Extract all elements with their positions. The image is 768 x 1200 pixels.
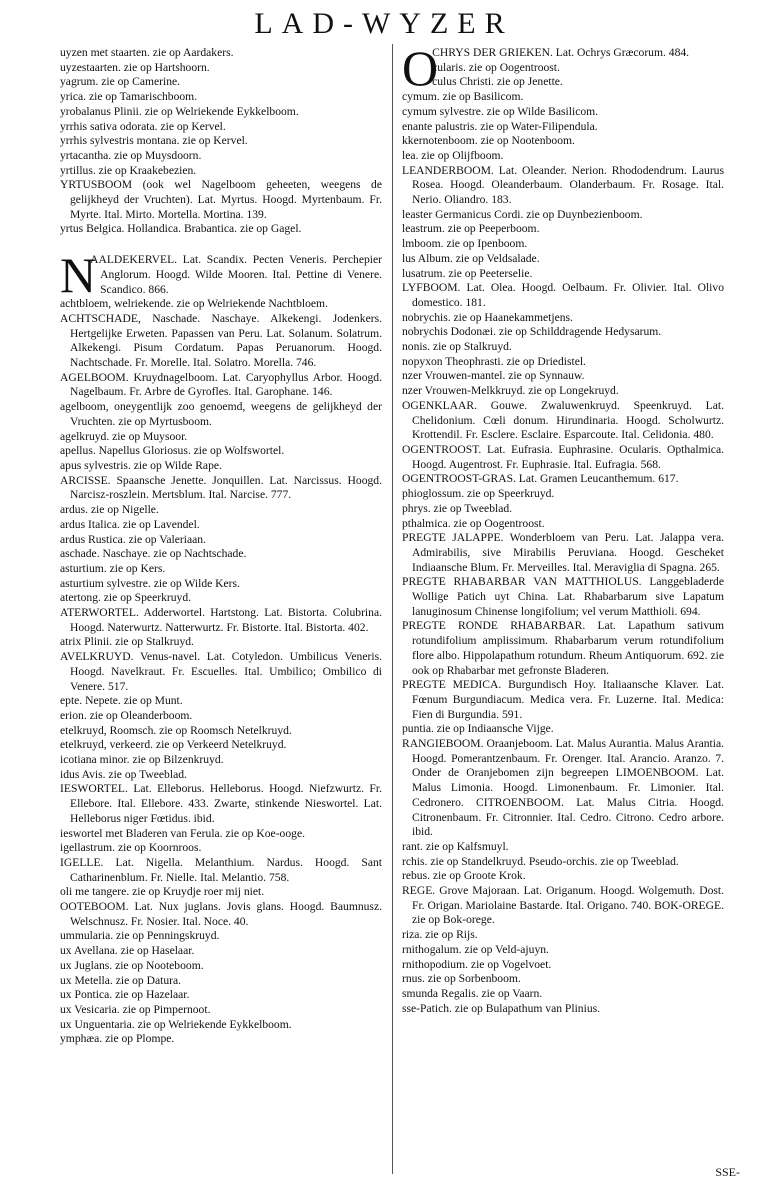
index-entry: nopyxon Theophrasti. zie op Driedistel. bbox=[402, 354, 586, 368]
index-entry: LYFBOOM. Lat. Olea. Hoogd. Oelbaum. Fr. Olivier. Ital. Olivo domestico. 181. bbox=[402, 281, 724, 309]
index-entry: yrica. zie op Tamarischboom. bbox=[60, 90, 198, 104]
index-entry: cymum. zie op Basilicom. bbox=[402, 90, 524, 104]
index-entry: riza. zie op Rijs. bbox=[402, 928, 478, 942]
index-entry: rnus. zie op Sorbenboom. bbox=[402, 972, 521, 986]
index-entry: icotiana minor. zie op Bilzenkruyd. bbox=[60, 753, 224, 767]
index-entry: YRTUSBOOM (ook wel Nagelboom geheeten, weegens de gelijkheyd der Vruchten). Lat. Myrtus. Hoogd. Myrtenbaum. Fr. Myrte. Ital. Mirto. Mortella. Mortina. 139. bbox=[60, 178, 382, 221]
index-entry: rant. zie op Kalfsmuyl. bbox=[402, 839, 509, 853]
index-entry: ux Pontica. zie op Hazelaar. bbox=[60, 988, 190, 1002]
index-entry: ardus Rustica. zie op Valeriaan. bbox=[60, 532, 206, 546]
index-entry: nzer Vrouwen-mantel. zie op Synnauw. bbox=[402, 369, 585, 383]
index-entry: yrtillus. zie op Kraakebezien. bbox=[60, 163, 197, 177]
index-entry: rchis. zie op Standelkruyd. Pseudo-orchis. zie op Tweeblad. bbox=[402, 854, 679, 868]
index-entry: rebus. zie op Groote Krok. bbox=[402, 869, 526, 883]
index-entry: ux Juglans. zie op Nooteboom. bbox=[60, 958, 204, 972]
index-entry: uyzen met staarten. zie op Aardakers. bbox=[60, 46, 234, 59]
index-entry: asturtium sylvestre. zie op Wilde Kers. bbox=[60, 576, 240, 590]
index-entry: phrys. zie op Tweeblad. bbox=[402, 501, 513, 515]
index-entry: ux Unguentaria. zie op Welriekende Eykkelboom. bbox=[60, 1017, 292, 1031]
index-entry: lusatrum. zie op Peeterselie. bbox=[402, 266, 533, 280]
index-entry: leaster Germanicus Cordi. zie op Duynbezienboom. bbox=[402, 207, 643, 221]
index-entry: yrtus Belgica. Hollandica. Brabantica. zie op Gagel. bbox=[60, 222, 302, 236]
index-entry: oli me tangere. zie op Kruydje roer mij niet. bbox=[60, 885, 265, 899]
index-entry: sse-Patich. zie op Bulapathum van Plinius. bbox=[402, 1001, 601, 1015]
index-entry: leastrum. zie op Peeperboom. bbox=[402, 222, 540, 236]
index-entry: lea. zie op Olijfboom. bbox=[402, 148, 504, 162]
index-entry: rnithogalum. zie op Veld-ajuyn. bbox=[402, 942, 549, 956]
index-entry: puntia. zie op Indiaansche Vijge. bbox=[402, 722, 554, 736]
index-entry: ux Metella. zie op Datura. bbox=[60, 973, 182, 987]
index-entry: idus Avis. zie op Tweeblad. bbox=[60, 767, 187, 781]
index-entry: yrtacantha. zie op Muysdoorn. bbox=[60, 148, 202, 162]
drop-cap-o: O bbox=[402, 40, 439, 96]
index-entry: REGE. Grove Majoraan. Lat. Origanum. Hoogd. Wolgemuth. Dost. Fr. Origan. Mariolaine Bastarde. Ital. Origano. 740. BOK-OREGE. zie op Bok-orege. bbox=[402, 884, 724, 927]
page-header: LAD-WYZER bbox=[254, 7, 514, 40]
index-entry: nobrychis Dodonæi. zie op Schilddragende Hedysarum. bbox=[402, 325, 662, 339]
index-entry: PREGTE JALAPPE. Wonderbloem van Peru. Lat. Jalappa vera. Admirabilis, sive Mirabilis Peruviana. Hoogd. Gescheket Indiaansche Blum. Fr. Merveilles. Ital. Meraviglia di Spagna. 265. bbox=[402, 531, 724, 574]
index-entry: ux Vesicaria. zie op Pimpernoot. bbox=[60, 1003, 211, 1016]
index-entry: OOTEBOOM. Lat. Nux juglans. Jovis glans. Hoogd. Baumnusz. Welschnusz. Fr. Nosier. Ital. Noce. 40. bbox=[60, 900, 382, 928]
index-entry: yrobalanus Plinii. zie op Welriekende Eykkelboom. bbox=[60, 104, 299, 118]
index-entry: OGENTROOST-GRAS. Lat. Gramen Leucanthemum. 617. bbox=[402, 472, 679, 486]
index-entry: etelkruyd, Roomsch. zie op Roomsch Netelkruyd. bbox=[60, 723, 292, 737]
index-entry: ARCISSE. Spaansche Jenette. Jonquillen. Lat. Narcissus. Hoogd. Narcisz-roszlein. Mertsblum. Ital. Narcise. 777. bbox=[60, 473, 382, 502]
index-entry: epte. Nepete. zie op Munt. bbox=[60, 694, 183, 708]
column-divider bbox=[392, 44, 393, 1174]
index-entry: smunda Regalis. zie op Vaarn. bbox=[402, 987, 543, 1000]
index-entry: uyzestaarten. zie op Hartshoorn. bbox=[60, 60, 210, 74]
index-entry: erion. zie op Oleanderboom. bbox=[60, 708, 193, 722]
index-entry: phioglossum. zie op Speerkruyd. bbox=[402, 487, 555, 501]
index-entry: enante palustris. zie op Water-Filipendula. bbox=[402, 119, 598, 133]
index-entry: ux Avellana. zie op Haselaar. bbox=[60, 944, 195, 958]
catchword: SSE- bbox=[715, 1165, 740, 1179]
left-column bbox=[60, 46, 382, 1047]
section-gap bbox=[60, 237, 382, 253]
index-entry: lus Album. zie op Veldsalade. bbox=[402, 251, 540, 265]
index-entry: ardus Italica. zie op Lavendel. bbox=[60, 517, 200, 531]
index-entry: apellus. Napellus Gloriosus. zie op Wolfswortel. bbox=[60, 444, 285, 458]
index-entry-text: AALDEKERVEL. Lat. Scandix. Pecten Veneris. Perchepier Anglorum. Hoogd. Wilde Mooren. Ital. Pettine di Venere. Scandico. 866. bbox=[90, 253, 382, 296]
index-entry: achtbloem, welriekende. zie op Welriekende Nachtbloem. bbox=[60, 297, 328, 311]
drop-cap-n: N bbox=[60, 247, 97, 304]
right-column bbox=[402, 40, 724, 1016]
index-entry: PREGTE MEDICA. Burgundisch Hoy. Italiaansche Klaver. Lat. Fœnum Burgundiacum. Medica vera. Fr. Luzerne. Ital. Medica: Fien di Burgundia. 591. bbox=[402, 678, 724, 721]
index-entry: ACHTSCHADE, Naschade. Naschaye. Alkekengi. Jodenkers. Hertgelijke Erweten. Papassen van Peru. Lat. Solanum. Solatrum. Alkekengi. Pisum Cordatum. Papas Peruanorum. Hoogd. Nachtschade. Fr. Morelle. Ital. Solatro. Morella. 746. bbox=[60, 311, 382, 370]
index-entry: AVELKRUYD. Venus-navel. Lat. Cotyledon. Umbilicus Veneris. Hoogd. Navelkraut. Fr. Escuelles. Ital. Umbilico; Ombilico di Venere. 517. bbox=[60, 650, 382, 693]
index-entry: asturtium. zie op Kers. bbox=[60, 561, 166, 575]
index-entry: atrix Plinii. zie op Stalkruyd. bbox=[60, 635, 194, 649]
index-entry: cymum sylvestre. zie op Wilde Basilicom. bbox=[402, 104, 599, 118]
index-entry: agelkruyd. zie op Muysoor. bbox=[60, 429, 188, 443]
index-entry: IESWORTEL. Lat. Elleborus. Helleborus. Hoogd. Niefzwurtz. Fr. Ellebore. Ital. Ellebore. 433. Zwarte, stinkende Nieswortel. Lat. Helleborus niger Fœtidus. ibid. bbox=[60, 782, 382, 825]
index-entry: ummularia. zie op Penningskruyd. bbox=[60, 929, 220, 943]
index-entry: nonis. zie op Stalkruyd. bbox=[402, 340, 512, 354]
index-entry: OGENTROOST. Lat. Eufrasia. Euphrasine. Ocularis. Opthalmica. Hoogd. Augentrost. Fr. Euphrasie. Ital. Eufragia. 568. bbox=[402, 442, 724, 471]
index-entry-text: CHRYS DER GRIEKEN. Lat. Ochrys Græcorum. 484. bbox=[432, 46, 690, 59]
index-entry: ymphæa. zie op Plompe. bbox=[60, 1032, 175, 1046]
index-entry: culus Christi. zie op Jenette. bbox=[432, 75, 563, 89]
index-entry: rnithopodium. zie op Vogelvoet. bbox=[402, 957, 552, 971]
index-entry: IGELLE. Lat. Nigella. Melanthium. Nardus. Hoogd. Sant Catharinenblum. Fr. Nielle. Ital. Melantio. 758. bbox=[60, 855, 382, 884]
index-entry: PREGTE RONDE RHABARBAR. Lat. Lapathum sativum rotundifolium amplissimum. Rhabarbarum verum rotundifolium flore albo. Hippolapathum rotundum. Rheum Antiquorum. 692. zie ook op Rhabarbar met gefronste Bladeren. bbox=[402, 619, 724, 677]
index-entry: lmboom. zie op Ipenboom. bbox=[402, 237, 528, 251]
index-entry: etelkruyd, verkeerd. zie op Verkeerd Netelkruyd. bbox=[60, 738, 287, 752]
index-entry: ieswortel met Bladeren van Ferula. zie op Koe-ooge. bbox=[60, 826, 305, 840]
index-entry: apus sylvestris. zie op Wilde Rape. bbox=[60, 458, 222, 472]
index-entry: kkernotenboom. zie op Nootenboom. bbox=[402, 134, 575, 148]
index-entry: agelboom, oneygentlijk zoo genoemd, weegens de gelijkheyd der Vruchten. zie op Myrtusboom. bbox=[60, 400, 382, 428]
index-entry: LEANDERBOOM. Lat. Oleander. Nerion. Rhododendrum. Laurus Rosea. Hoogd. Oleanderbaum. Olanderbaum. Fr. Rosage. Ital. Nerio. Oliandro. 183. bbox=[402, 163, 724, 207]
index-entry: nzer Vrouwen-Melkkruyd. zie op Longekruyd. bbox=[402, 384, 619, 398]
index-entry: cularis. zie op Oogentroost. bbox=[432, 60, 560, 74]
index-entry: atertong. zie op Speerkruyd. bbox=[60, 591, 192, 605]
index-entry: AGELBOOM. Kruydnagelboom. Lat. Caryophyllus Arbor. Hoogd. Nagelbaum. Fr. Arbre de Gyrofles. Ital. Garophane. 146. bbox=[60, 370, 382, 399]
index-entry: RANGIEBOOM. Oraanjeboom. Lat. Malus Aurantia. Malus Arantia. Hoogd. Pomerantzenbaum. Fr. Orenger. Ital. Arancio. Aranzo. 7. Onder de Oranjebomen zijn begreepen LIMOENBOOM. Lat. Malus Limonia. Hoogd. Limonenbaum. Fr. Limonier. Ital. Cedronero. CITROENBOOM. Lat. Malus Citria. Hoogd. Citronenbaum. Fr. Citronnier. Ital. Cedro. Citrono. Cedro arbore. ibid. bbox=[402, 737, 724, 839]
index-entry: ardus. zie op Nigelle. bbox=[60, 503, 159, 517]
index-entry: igellastrum. zie op Koornroos. bbox=[60, 841, 202, 855]
index-entry: PREGTE RHABARBAR VAN MATTHIOLUS. Langgebladerde Wollige Patich uyt China. Lat. Rhabarbarum sive Lapatum lanuginosum Chinense longifolium; vel verum Matthioli. 694. bbox=[402, 575, 724, 618]
index-entry: ATERWORTEL. Adderwortel. Hartstong. Lat. Bistorta. Colubrina. Hoogd. Naterwurtz. Natterwurtz. Fr. Bistorte. Ital. Bistorta. 402. bbox=[60, 606, 382, 634]
index-entry: yrrhis sativa odorata. zie op Kervel. bbox=[60, 119, 226, 133]
index-entry: nobrychis. zie op Haanekammetjens. bbox=[402, 310, 573, 324]
index-entry: aschade. Naschaye. zie op Nachtschade. bbox=[60, 547, 247, 561]
index-entry: yrrhis sylvestris montana. zie op Kervel. bbox=[60, 134, 248, 148]
index-entry: yagrum. zie op Camerine. bbox=[60, 75, 181, 89]
index-entry: pthalmica. zie op Oogentroost. bbox=[402, 516, 545, 530]
index-entry: OGENKLAAR. Gouwe. Zwaluwenkruyd. Speenkruyd. Lat. Chelidonium. Cœli donum. Hirundinaria. Hoogd. Scholwurtz. Krottendil. Fr. Esclere. Esclaire. Esparcoute. Ital. Celidonia. 480. bbox=[402, 398, 724, 442]
